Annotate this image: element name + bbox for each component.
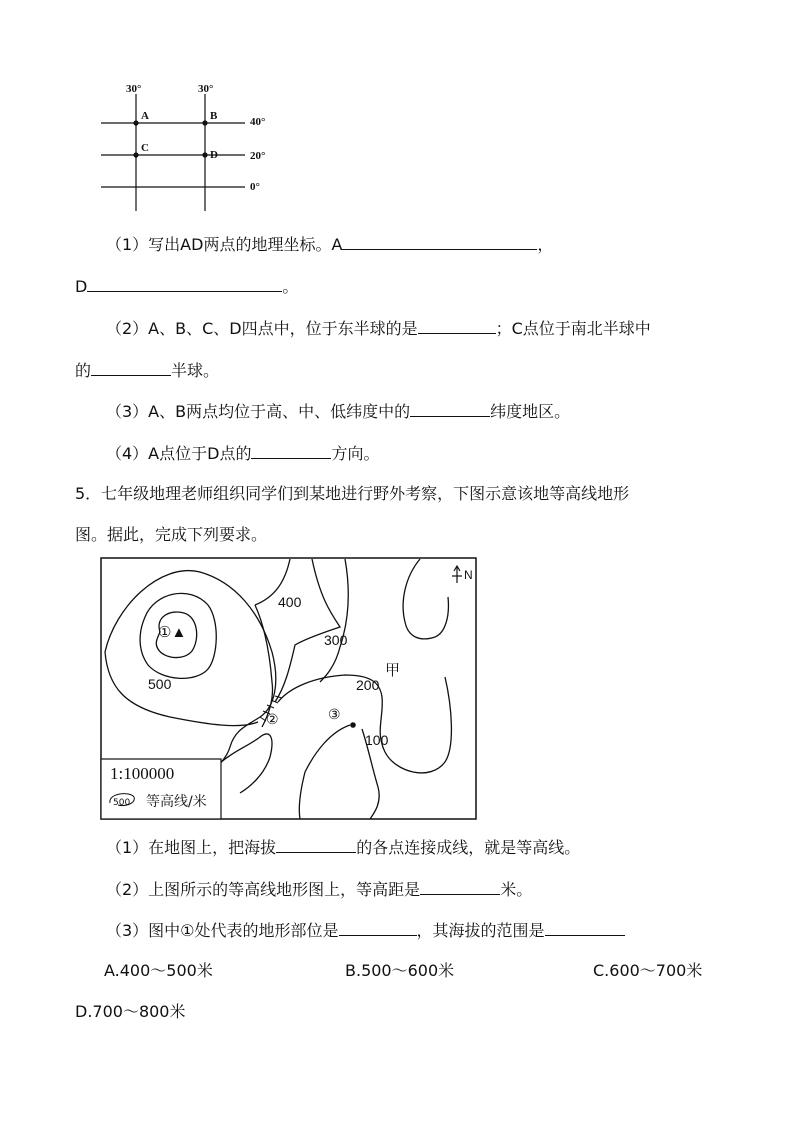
q4-sub3: （3）A、B两点均位于高、中、低纬度中的 纬度地区。 [106, 402, 571, 421]
legend-sample-value: 500 [113, 798, 131, 808]
map-scale: 1:100000 [110, 764, 175, 783]
point-a-dot [133, 120, 138, 125]
point-label-c: C [141, 142, 149, 154]
answer-blank-hemisphere[interactable] [91, 359, 171, 376]
lat-lon-grid-figure [95, 78, 285, 218]
point-c-dot [133, 152, 138, 157]
q4-sub1-line1: （1）写出AD两点的地理坐标。A ， [106, 235, 554, 254]
q4-sub1-line2: D 。 [75, 277, 299, 296]
answer-blank-interval[interactable] [420, 878, 500, 895]
answer-blank-altitude[interactable] [276, 836, 356, 853]
jia-label: 甲 [385, 662, 401, 679]
point-b-dot [202, 120, 207, 125]
meridian-label-left: 30° [126, 83, 142, 95]
contour-map [100, 557, 478, 821]
q4-sub4: （4）A点位于D点的 方向。 [106, 444, 380, 463]
point-d-dot [202, 152, 207, 157]
legend-text: 等高线/米 [146, 794, 207, 810]
answer-blank-range[interactable] [545, 919, 625, 936]
point-2-label: ② [266, 711, 279, 727]
option-c[interactable]: C.600～700米 [593, 961, 703, 980]
parallel-label-20: 20° [250, 150, 266, 162]
answer-blank-latitude[interactable] [410, 400, 490, 417]
point-label-b: B [210, 110, 218, 122]
contour-label-500: 500 [148, 676, 172, 692]
option-d[interactable]: D.700～800米 [75, 1002, 186, 1021]
q5-sub3: （3）图中①处代表的地形部位是 ，其海拔的范围是 [106, 919, 625, 941]
q4-sub2-line2: 的 半球。 [75, 361, 220, 380]
q4-sub2-line1: （2）A、B、C、D四点中，位于东半球的是 ；C点位于南北半球中 [106, 319, 651, 338]
option-a[interactable]: A.400～500米 [104, 961, 213, 980]
q5-sub2: （2）上图所示的等高线地形图上，等高距是 米。 [106, 880, 533, 899]
answer-blank-direction[interactable] [251, 442, 331, 459]
answer-blank-east[interactable] [418, 317, 496, 334]
point-label-d: D [210, 149, 218, 161]
option-b[interactable]: B.500～600米 [345, 961, 455, 980]
parallel-label-40: 40° [250, 116, 266, 128]
north-label: N [464, 568, 473, 582]
answer-blank-d[interactable] [87, 275, 282, 292]
q5-sub1: （1）在地图上，把海拔 的各点连接成线，就是等高线。 [106, 838, 581, 857]
point-label-a: A [141, 110, 149, 122]
q5-stem-line1: 5．七年级地理老师组织同学们到某地进行野外考察，下图示意该地等高线地形 [75, 484, 630, 503]
meridian-label-right: 30° [198, 83, 214, 95]
peak-marker: ①▲ [158, 624, 187, 641]
point-3-label: ③ [328, 706, 341, 722]
answer-blank-a[interactable] [342, 233, 537, 250]
contour-label-100: 100 [365, 732, 389, 748]
answer-blank-landform[interactable] [339, 919, 417, 936]
parallel-label-0: 0° [250, 181, 260, 193]
contour-label-200: 200 [356, 677, 380, 693]
contour-label-300: 300 [324, 632, 348, 648]
q5-stem-line2: 图。据此，完成下列要求。 [75, 525, 268, 544]
contour-label-400: 400 [278, 594, 302, 610]
